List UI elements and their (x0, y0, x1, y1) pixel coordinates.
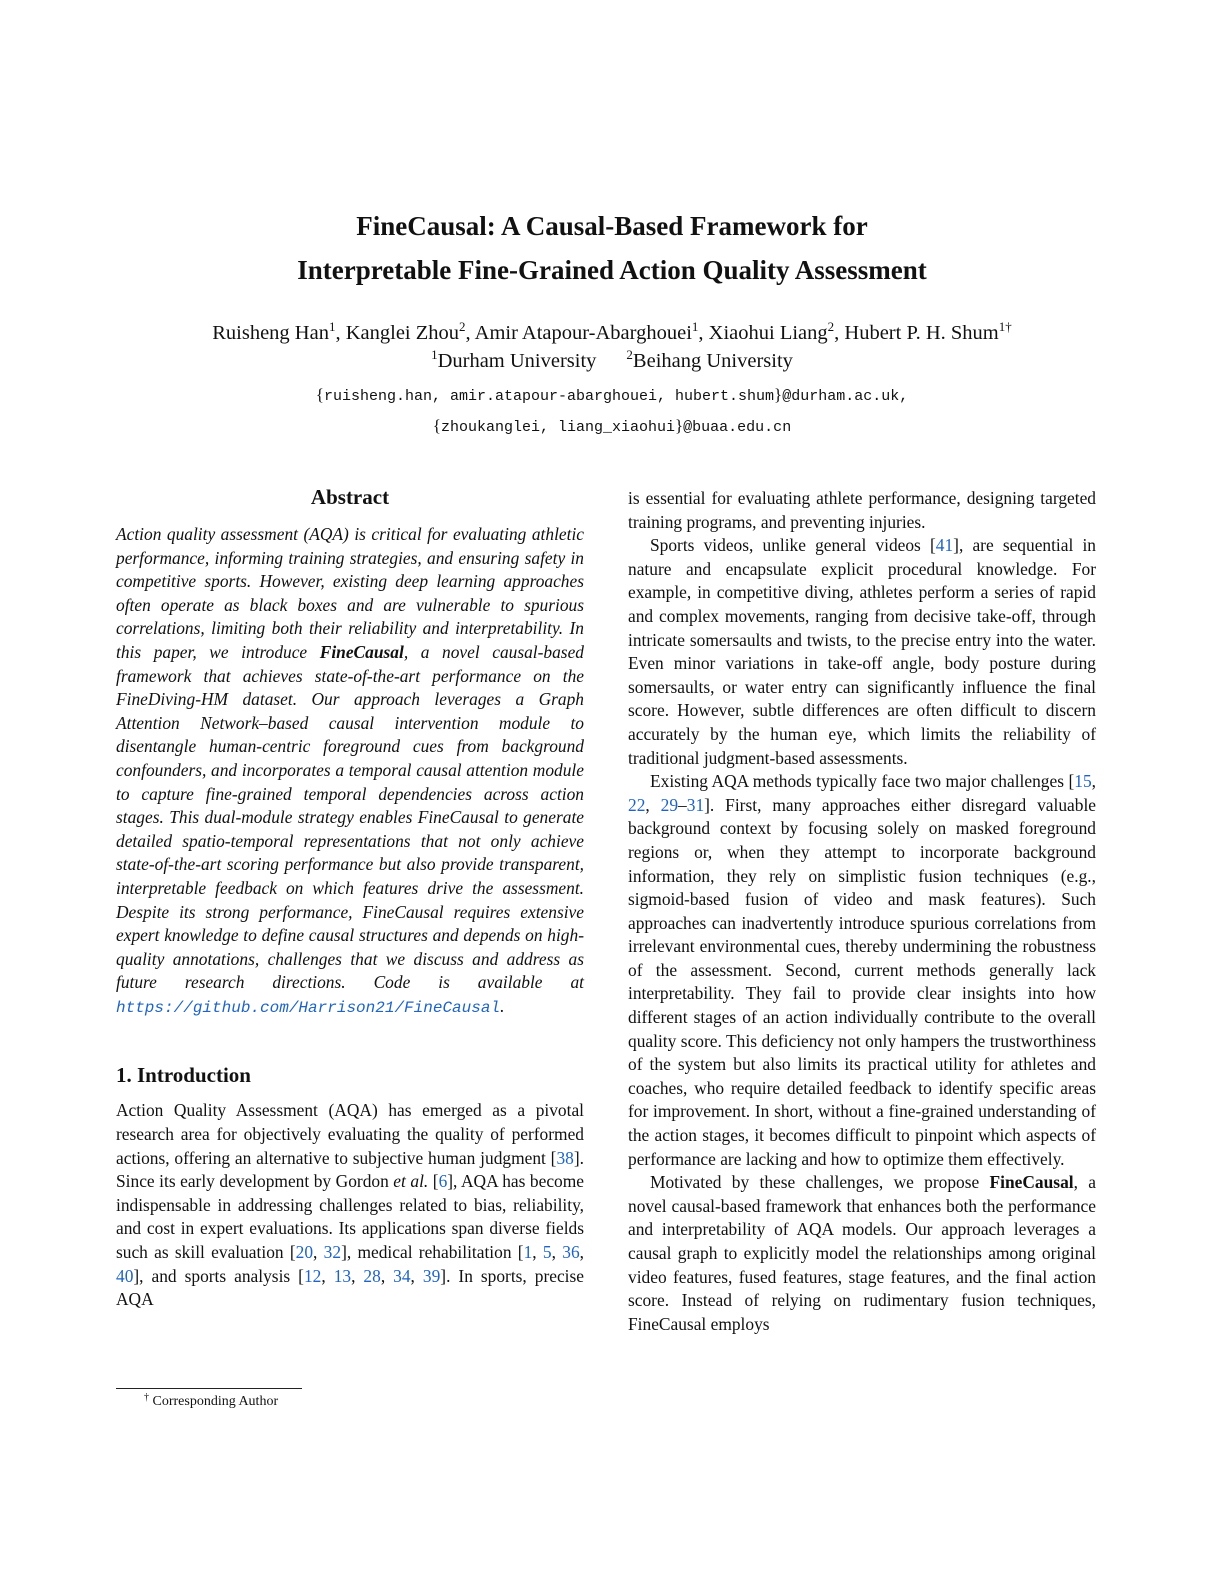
citation-link[interactable]: 41 (935, 535, 954, 556)
author-name: Kanglei Zhou (345, 322, 460, 344)
separator: , (551, 1242, 563, 1263)
citation-link[interactable]: 15 (1074, 771, 1092, 792)
abstract-heading: Abstract (310, 485, 390, 509)
text-run: Action Quality Assessment (AQA) has emerged as a pivotal research area for objectively evaluating the quality of performed actions, offering an alternative to subjective human judgment [ (116, 1100, 584, 1168)
intro-paragraph-1 (116, 1099, 584, 1311)
text-run: Motivated by these challenges, we propose (650, 1172, 990, 1193)
author-name: Hubert P. H. Shum (844, 322, 999, 344)
abstract-end: . (500, 995, 505, 1016)
author-mark: 1 (328, 319, 336, 334)
text-run: [ (428, 1171, 439, 1192)
brace-open: { (432, 416, 441, 435)
separator: , (645, 794, 661, 815)
text-run: ]. First, many approaches either disregard valuable background context by focusing solely on masked foreground regions or, when they attempt to incorporate background information, they rely on simplistic fusion techniques (e.g., sigmoid-based fusion of video and mask features). Such approaches can inadvertently introduce spurious correlations from irrelevant environmental cues, thereby undermining the robustness of the assessment. Second, current methods generally lack interpretability. They fail to provide clear insights into how different stages of an action individually contribute to the overall quality score. This deficiency not only hampers the trustworthiness of the system but also limits its practical utility for athletes and coaches, who require detailed feedback to identify specific areas for improvement. In short, without a fine-grained understanding of the action stages, it becomes difficult to pinpoint which aspects of performance are lacking and how to optimize them effectively. (628, 794, 1096, 1169)
citation-link[interactable]: 36 (562, 1242, 580, 1263)
method-name: FineCausal (989, 1172, 1074, 1193)
introduction-heading: 1. Introduction (116, 1063, 251, 1088)
citation-link[interactable]: 12 (303, 1265, 322, 1286)
affiliation-mark: 1 (431, 347, 438, 362)
citation-link[interactable]: 5 (542, 1242, 552, 1263)
title-line-1: FineCausal: A Causal-Based Framework for (356, 211, 868, 241)
citation-link[interactable]: 22 (628, 794, 646, 815)
email-line-1 (0, 380, 1224, 411)
affiliation-name: Beihang University (632, 350, 793, 372)
footnote-rule (116, 1388, 302, 1389)
separator: , (1091, 771, 1096, 792)
citation-link[interactable]: 20 (295, 1242, 314, 1263)
text-run: ], AQA has become indispensable in addressing challenges related to bias, reliability, and cost in expert evaluations. Its applications span diverse fields such as skill evaluation [ (116, 1171, 584, 1263)
footnote-text: Corresponding Author (152, 1394, 279, 1409)
method-name: FineCausal (319, 641, 404, 662)
separator: – (678, 794, 687, 815)
text-run: ], are sequential in nature and encapsulate explicit procedural knowledge. For example, in competitive diving, athletes perform a series of rapid and complex movements, ranging from decisive take-off, through intricate somersaults and twists, to the precise entry into the water. Even minor variations in take-off angle, body posture during somersaults, or water entry can significantly influence the final score. However, subtle differences are often difficult to discern accurately by the human eye, which limits the reliability of traditional judgment-based assessments. (628, 535, 1096, 768)
citation-link[interactable]: 29 (660, 794, 679, 815)
separator: , (410, 1265, 423, 1286)
separator: , (380, 1265, 394, 1286)
author-mark: 2 (459, 319, 466, 334)
citation-link[interactable]: 40 (116, 1265, 134, 1286)
text-run: ], and sports analysis [ (133, 1265, 304, 1286)
email-line-2 (0, 411, 1224, 442)
title-line-2: Interpretable Fine-Grained Action Quality Assessment (297, 255, 927, 285)
author-mark: 2 (827, 319, 835, 334)
intro-paragraph-4 (628, 1171, 1096, 1336)
brace-close: } (675, 416, 684, 435)
intro-paragraph-3 (628, 770, 1096, 1171)
author-name: Ruisheng Han (212, 322, 329, 344)
text-run: Sports videos, unlike general videos [ (650, 535, 936, 556)
separator: , (321, 1265, 334, 1286)
affiliation-mark: 2 (626, 347, 633, 362)
text-run: , a novel causal-based framework that enhances both the performance and interpretability of AQA models. Our approach leverages a causal graph to explicitly model the relationships among original video features, fused features, stage features, and the final action score. Instead of relying on rudimentary fusion techniques, FineCausal employs (628, 1172, 1096, 1334)
separator: , (313, 1242, 324, 1263)
affiliation-name: Durham University (437, 350, 597, 372)
citation-link[interactable]: 38 (556, 1147, 574, 1168)
text-run: ]. Since its early development by Gordon (116, 1147, 584, 1192)
email-names: ruisheng.han, amir.atapour-abarghouei, hubert.shum (323, 388, 775, 405)
affiliation-list (0, 347, 1224, 375)
citation-link[interactable]: 34 (393, 1265, 411, 1286)
footnote-mark: † (144, 1392, 149, 1403)
code-link[interactable]: https://github.com/Harrison21/FineCausal (116, 998, 501, 1017)
paper-title (0, 204, 1224, 292)
citation-link[interactable]: 32 (323, 1242, 342, 1263)
citation-link[interactable]: 1 (523, 1242, 533, 1263)
abstract-text-part: , a novel causal-based framework that achieves state-of-the-art performance on the FineDiving-HM dataset. Our approach leverages a Graph Attention Network–based causal intervention module to disentangle human-centric foreground cues from background confounders, and incorporates a temporal causal attention module to capture fine-grained temporal dependencies across action stages. This dual-module strategy enables FineCausal to generate detailed spatio-temporal representations that not only achieve state-of-the-art scoring performance but also provide transparent, interpretable feedback on which features drive the assessment. Despite its strong performance, FineCausal requires extensive expert knowledge to define causal structures and depends on high-quality annotations, challenges that we discuss and address as future research directions. Code is available at (116, 641, 584, 993)
right-column (628, 487, 1096, 1336)
separator: , (532, 1242, 543, 1263)
brace-open: { (315, 385, 324, 404)
abstract-text-part: Action quality assessment (AQA) is critical for evaluating athletic performance, informing training strategies, and ensuring safety in competitive sports. However, existing deep learning approaches often operate as black boxes and are vulnerable to spurious correlations, limiting both their reliability and interpretability. In this paper, we introduce (116, 524, 584, 662)
separator: , (579, 1242, 584, 1263)
footnote (144, 1392, 278, 1412)
citation-link[interactable]: 39 (422, 1265, 441, 1286)
text-run: ], medical rehabilitation [ (341, 1242, 524, 1263)
email-block (0, 380, 1224, 442)
author-mark: 1† (998, 319, 1012, 334)
email-domain: @buaa.edu.cn (683, 419, 792, 436)
left-column (116, 482, 584, 1312)
brace-close: } (774, 385, 783, 404)
separator: , (351, 1265, 364, 1286)
author-name: Amir Atapour-Abarghouei (474, 322, 692, 344)
intro-paragraph-1-continued: is essential for evaluating athlete performance, designing targeted training programs, and preventing injuries. (628, 488, 1096, 532)
text-run: Existing AQA methods typically face two major challenges [ (650, 771, 1075, 792)
email-names: zhoukanglei, liang_xiaohui (440, 419, 675, 436)
author-name: Xiaohui Liang (708, 322, 828, 344)
citation-link[interactable]: 6 (438, 1171, 448, 1192)
text-run: ]. In sports, precise AQA (116, 1265, 585, 1310)
citation-link[interactable]: 13 (333, 1265, 352, 1286)
citation-link[interactable]: 31 (686, 794, 705, 815)
author-mark: 1 (691, 319, 699, 334)
et-al: et al. (393, 1171, 429, 1192)
author-list: Ruisheng Han$^1$, Kanglei Zhou$^2$, Amir Atapour-Abarghouei$^1$, Xiaohui Liang$^2$, Hubert P. H. Shum$^{1\dagger}$ (212, 319, 1012, 344)
intro-paragraph-2 (628, 534, 1096, 770)
abstract-text (116, 523, 584, 1020)
email-domain: @durham.ac.uk, (782, 388, 909, 405)
citation-link[interactable]: 28 (363, 1265, 381, 1286)
